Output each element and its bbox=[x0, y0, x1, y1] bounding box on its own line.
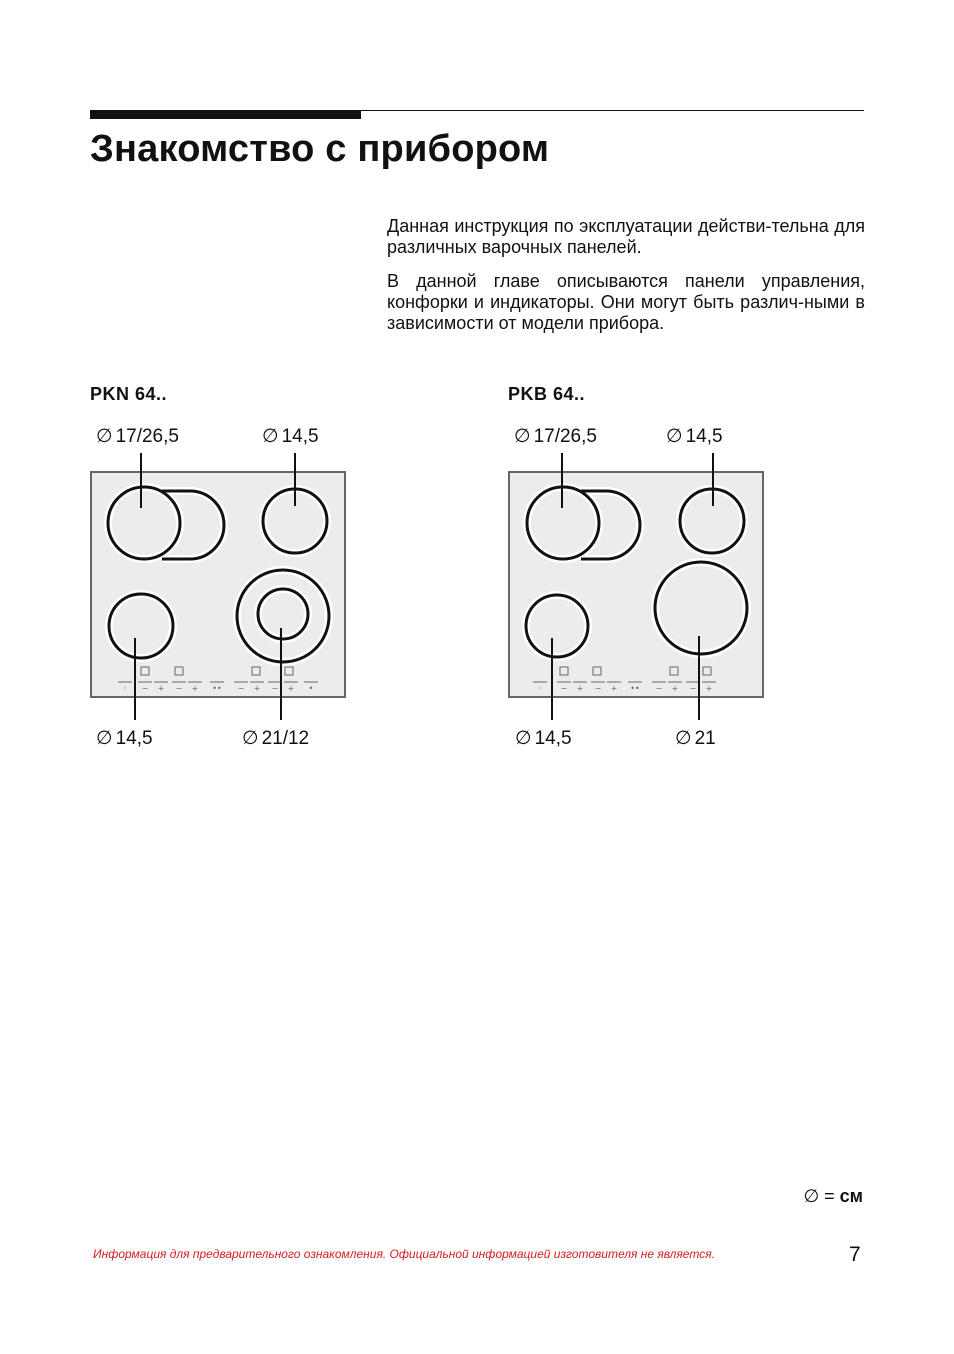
header-rule-thin bbox=[361, 110, 864, 111]
svg-text:•: • bbox=[308, 684, 314, 693]
legend-equals: = bbox=[824, 1186, 835, 1206]
diameter-symbol: ∅ bbox=[262, 426, 279, 447]
diameter-symbol: ∅ bbox=[96, 426, 113, 447]
diameter-symbol: ∅ bbox=[96, 728, 113, 749]
diameter-symbol: ∅ bbox=[514, 426, 531, 447]
diameter-label-pkb-bottom-left: ∅ 14,5 bbox=[515, 728, 572, 749]
svg-text:+: + bbox=[705, 684, 713, 693]
model-name-pkb: PKB 64.. bbox=[508, 384, 586, 404]
svg-text:+: + bbox=[157, 684, 165, 693]
svg-text:••: •• bbox=[212, 684, 222, 693]
diameter-unit-legend bbox=[803, 1186, 863, 1207]
svg-text:••: •• bbox=[630, 684, 640, 693]
svg-text:−: − bbox=[655, 684, 663, 693]
diameter-symbol: ∅ bbox=[515, 728, 532, 749]
diameter-label-pkn-bottom-right: ∅ 21/12 bbox=[242, 728, 310, 749]
svg-text:◦: ◦ bbox=[537, 684, 543, 693]
diameter-label-pkb-bottom-right: ∅ 21 bbox=[675, 728, 716, 749]
diameter-label-pkb-top-left: ∅ 17/26,5 bbox=[514, 426, 597, 447]
diameter-symbol: ∅ bbox=[803, 1186, 820, 1206]
svg-text:◦: ◦ bbox=[122, 684, 128, 693]
hob-diagram-pkn bbox=[88, 448, 350, 723]
svg-text:−: − bbox=[560, 684, 568, 693]
svg-text:+: + bbox=[191, 684, 199, 693]
svg-text:+: + bbox=[287, 684, 295, 693]
footer-disclaimer: Информация для предварительного ознакомления. Официальной информацией изготовителя не является. bbox=[93, 1247, 715, 1261]
svg-text:−: − bbox=[175, 684, 183, 693]
svg-text:−: − bbox=[141, 684, 149, 693]
diameter-symbol: ∅ bbox=[666, 426, 683, 447]
svg-text:−: − bbox=[271, 684, 279, 693]
model-name-pkn: PKN 64.. bbox=[90, 384, 168, 404]
page-title: Знакомство с прибором bbox=[90, 128, 550, 170]
svg-text:+: + bbox=[671, 684, 679, 693]
diameter-symbol: ∅ bbox=[675, 728, 692, 749]
header-rule-thick bbox=[90, 110, 361, 119]
legend-unit: см bbox=[839, 1186, 863, 1206]
svg-text:+: + bbox=[253, 684, 261, 693]
diameter-label-pkn-top-left: ∅ 17/26,5 bbox=[96, 426, 179, 447]
diameter-label-pkb-top-right: ∅ 14,5 bbox=[666, 426, 723, 447]
intro-paragraph-1: Данная инструкция по эксплуатации действи-тельна для различных варочных панелей. bbox=[387, 216, 865, 257]
svg-text:−: − bbox=[689, 684, 697, 693]
diameter-label-pkn-bottom-left: ∅ 14,5 bbox=[96, 728, 153, 749]
page-number: 7 bbox=[849, 1243, 861, 1266]
diameter-label-pkn-top-right: ∅ 14,5 bbox=[262, 426, 319, 447]
diameter-symbol: ∅ bbox=[242, 728, 259, 749]
svg-text:−: − bbox=[594, 684, 602, 693]
intro-text bbox=[387, 216, 865, 347]
svg-text:−: − bbox=[237, 684, 245, 693]
hob-diagram-pkb bbox=[506, 448, 768, 723]
svg-text:+: + bbox=[576, 684, 584, 693]
svg-text:+: + bbox=[610, 684, 618, 693]
intro-paragraph-2: В данной главе описываются панели управления, конфорки и индикаторы. Они могут быть различ-ными в зависимости от модели прибора. bbox=[387, 271, 865, 333]
